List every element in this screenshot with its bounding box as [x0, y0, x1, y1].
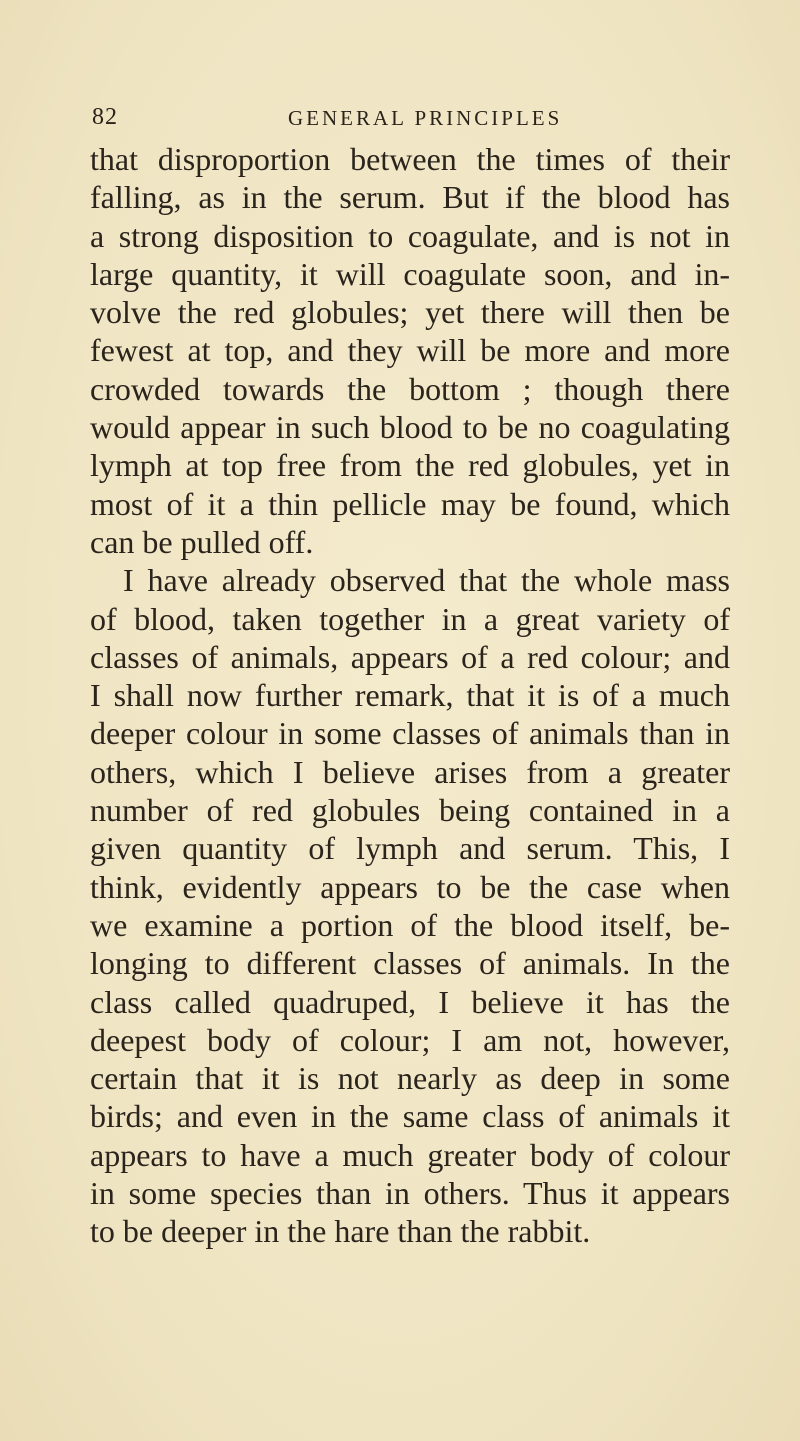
- text-line: deeper colour in some classes of animals than in: [90, 715, 730, 752]
- page-header: [92, 104, 732, 144]
- text-line: in some species than in others. Thus it appears: [90, 1175, 730, 1212]
- paragraph-1: [90, 140, 730, 561]
- text-line: think, evidently appears to be the case when: [90, 868, 730, 905]
- text-line: a strong disposition to coagulate, and is not in: [90, 217, 730, 254]
- text-line: class called quadruped, I believe it has the: [90, 983, 730, 1020]
- text-line: crowded towards the bottom ; though there: [90, 370, 730, 407]
- page-number: 82: [92, 104, 118, 130]
- text-line: large quantity, it will coagulate soon, and in-: [90, 255, 730, 292]
- text-line: certain that it is not nearly as deep in some: [90, 1060, 730, 1097]
- text-line: appears to have a much greater body of colour: [90, 1136, 730, 1173]
- text-line: would appear in such blood to be no coagulating: [90, 409, 730, 446]
- paragraph-2: [90, 561, 730, 1250]
- text-line: others, which I believe arises from a greater: [90, 753, 730, 790]
- text-line: we examine a portion of the blood itself, be-: [90, 906, 730, 943]
- text-line: can be pulled off.: [90, 523, 314, 560]
- text-line: fewest at top, and they will be more and more: [90, 332, 730, 369]
- running-head: GENERAL PRINCIPLES: [288, 106, 563, 130]
- text-line: of blood, taken together in a great variety of: [90, 600, 730, 637]
- text-line: birds; and even in the same class of animals it: [90, 1098, 730, 1135]
- body-text: [90, 140, 730, 1251]
- text-line: number of red globules being contained in a: [90, 792, 730, 829]
- text-line: given quantity of lymph and serum. This, I: [90, 830, 730, 867]
- text-line: most of it a thin pellicle may be found, which: [90, 485, 730, 522]
- text-line: volve the red globules; yet there will then be: [90, 294, 730, 331]
- text-line: that disproportion between the times of their: [90, 141, 730, 177]
- text-line: longing to different classes of animals. In the: [90, 945, 730, 982]
- text-line: classes of animals, appears of a red colour; and: [90, 638, 730, 675]
- text-line: I have already observed that the whole mass: [123, 562, 730, 599]
- text-line: to be deeper in the hare than the rabbit.: [90, 1213, 591, 1250]
- text-line: falling, as in the serum. But if the blood has: [90, 179, 730, 216]
- text-line: lymph at top free from the red globules, yet in: [90, 447, 730, 484]
- text-line: I shall now further remark, that it is of a much: [90, 677, 730, 714]
- text-line: deepest body of colour; I am not, however,: [90, 1021, 730, 1058]
